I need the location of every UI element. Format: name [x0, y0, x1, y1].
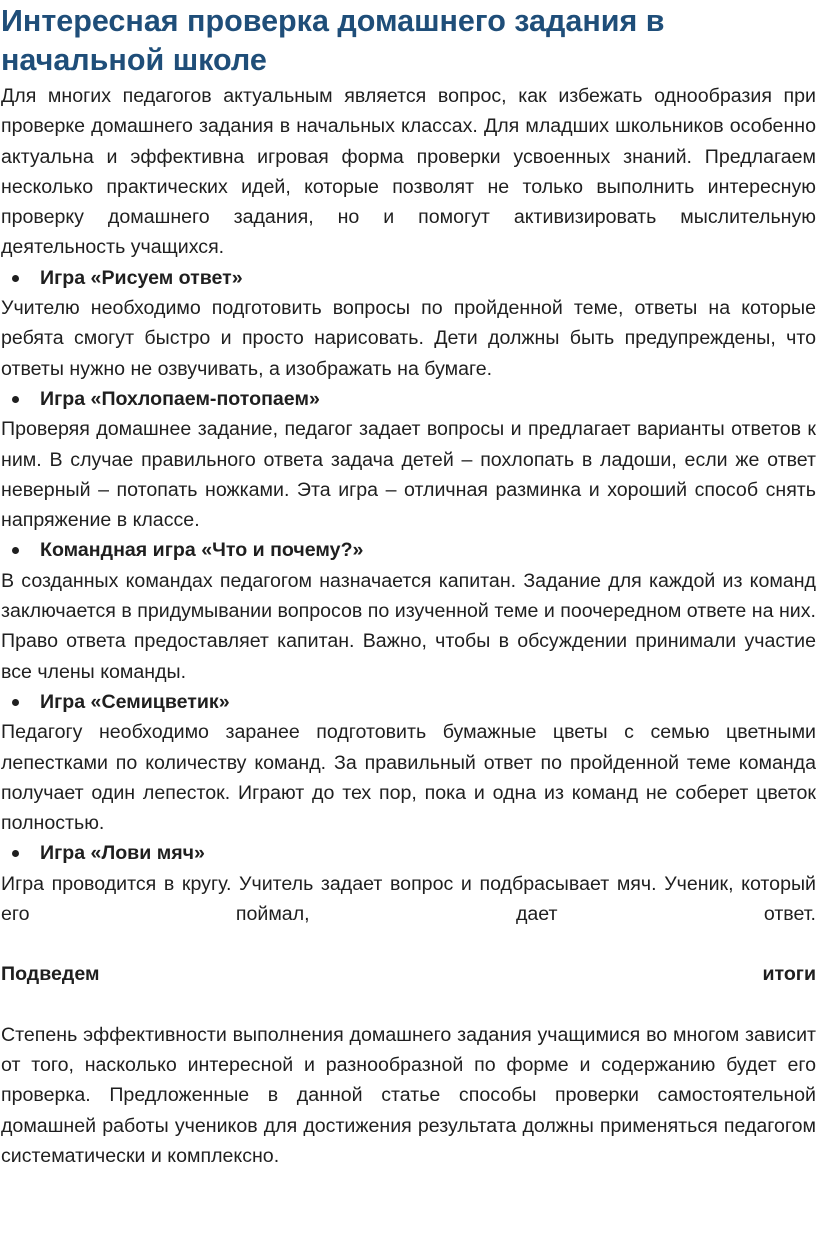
game-heading-1 [1, 263, 816, 293]
game-heading-3 [1, 535, 816, 565]
bullet-dot-icon [12, 396, 19, 403]
game-description-3: В созданных командах педагогом назначается капитан. Задание для каждой из команд заключается в придумывании вопросов по изученной теме и поочередном ответе на них. Право ответа предоставляет капитан. Важно, чтобы в обсуждении принимали участие все члены команды. [1, 569, 816, 683]
bullet-dot-icon [12, 275, 19, 282]
bullet-dot-icon [12, 850, 19, 857]
game-heading-label: Игра «Лови мяч» [40, 842, 205, 865]
game-heading-label: Игра «Семицветик» [40, 690, 230, 713]
intro-paragraph: Для многих педагогов актуальным является вопрос, как избежать однообразия при проверке домашнего задания в начальных классах. Для младших школьников особенно актуальна и эффективна игровая форма проверки усвоенных знаний. Предлагаем несколько практических идей, которые позволят не только выполнить интересную проверку домашнего задания, но и помогут активизировать мыслительную деятельность учащихся. [1, 85, 816, 259]
game-description-4: Педагогу необходимо заранее подготовить бумажные цветы с семью цветными лепестками по количеству команд. За правильный ответ по пройденной теме команда получает один лепесток. Играют до тех пор, пока и одна из команд не соберет цветок полностью. [1, 721, 816, 835]
game-heading-label: Игра «Рисуем ответ» [40, 266, 243, 289]
game-description-2: Проверяя домашнее задание, педагог задает вопросы и предлагает варианты ответов к ним. В случае правильного ответа задача детей – похлопать в ладоши, если же ответ неверный – потопать ножками. Эта игра – отличная разминка и хороший способ снять напряжение в классе. [1, 418, 816, 532]
game-description-5: Игра проводится в кругу. Учитель задает вопрос и подбрасывает мяч. Ученик, который его поймал, дает ответ. [1, 872, 816, 926]
summary-heading [1, 959, 816, 989]
bullet-dot-icon [12, 547, 19, 554]
game-heading-label: Игра «Похлопаем-потопаем» [40, 387, 320, 410]
summary-paragraph: Степень эффективности выполнения домашнего задания учащимися во многом зависит от того, насколько интересной и разнообразной по форме и содержанию будет его проверка. Предложенные в данной статье способы проверки самостоятельной домашней работы учеников для достижения результата должны применяться педагогом систематически и комплексно. [1, 1023, 816, 1167]
game-description-1: Учителю необходимо подготовить вопросы по пройденной теме, ответы на которые ребята смогут быстро и просто нарисовать. Дети должны быть предупреждены, что ответы нужно не озвучивать, а изображать на бумаге. [1, 297, 816, 380]
bullet-dot-icon [12, 699, 19, 706]
game-heading-2 [1, 384, 816, 414]
summary-heading-left: Подведем [1, 963, 100, 986]
game-heading-5 [1, 838, 816, 868]
page-title: Интересная проверка домашнего задания в начальной школе [1, 4, 665, 77]
summary-heading-right: итоги [762, 963, 816, 986]
game-heading-4 [1, 687, 816, 717]
game-heading-label: Командная игра «Что и почему?» [40, 539, 364, 562]
